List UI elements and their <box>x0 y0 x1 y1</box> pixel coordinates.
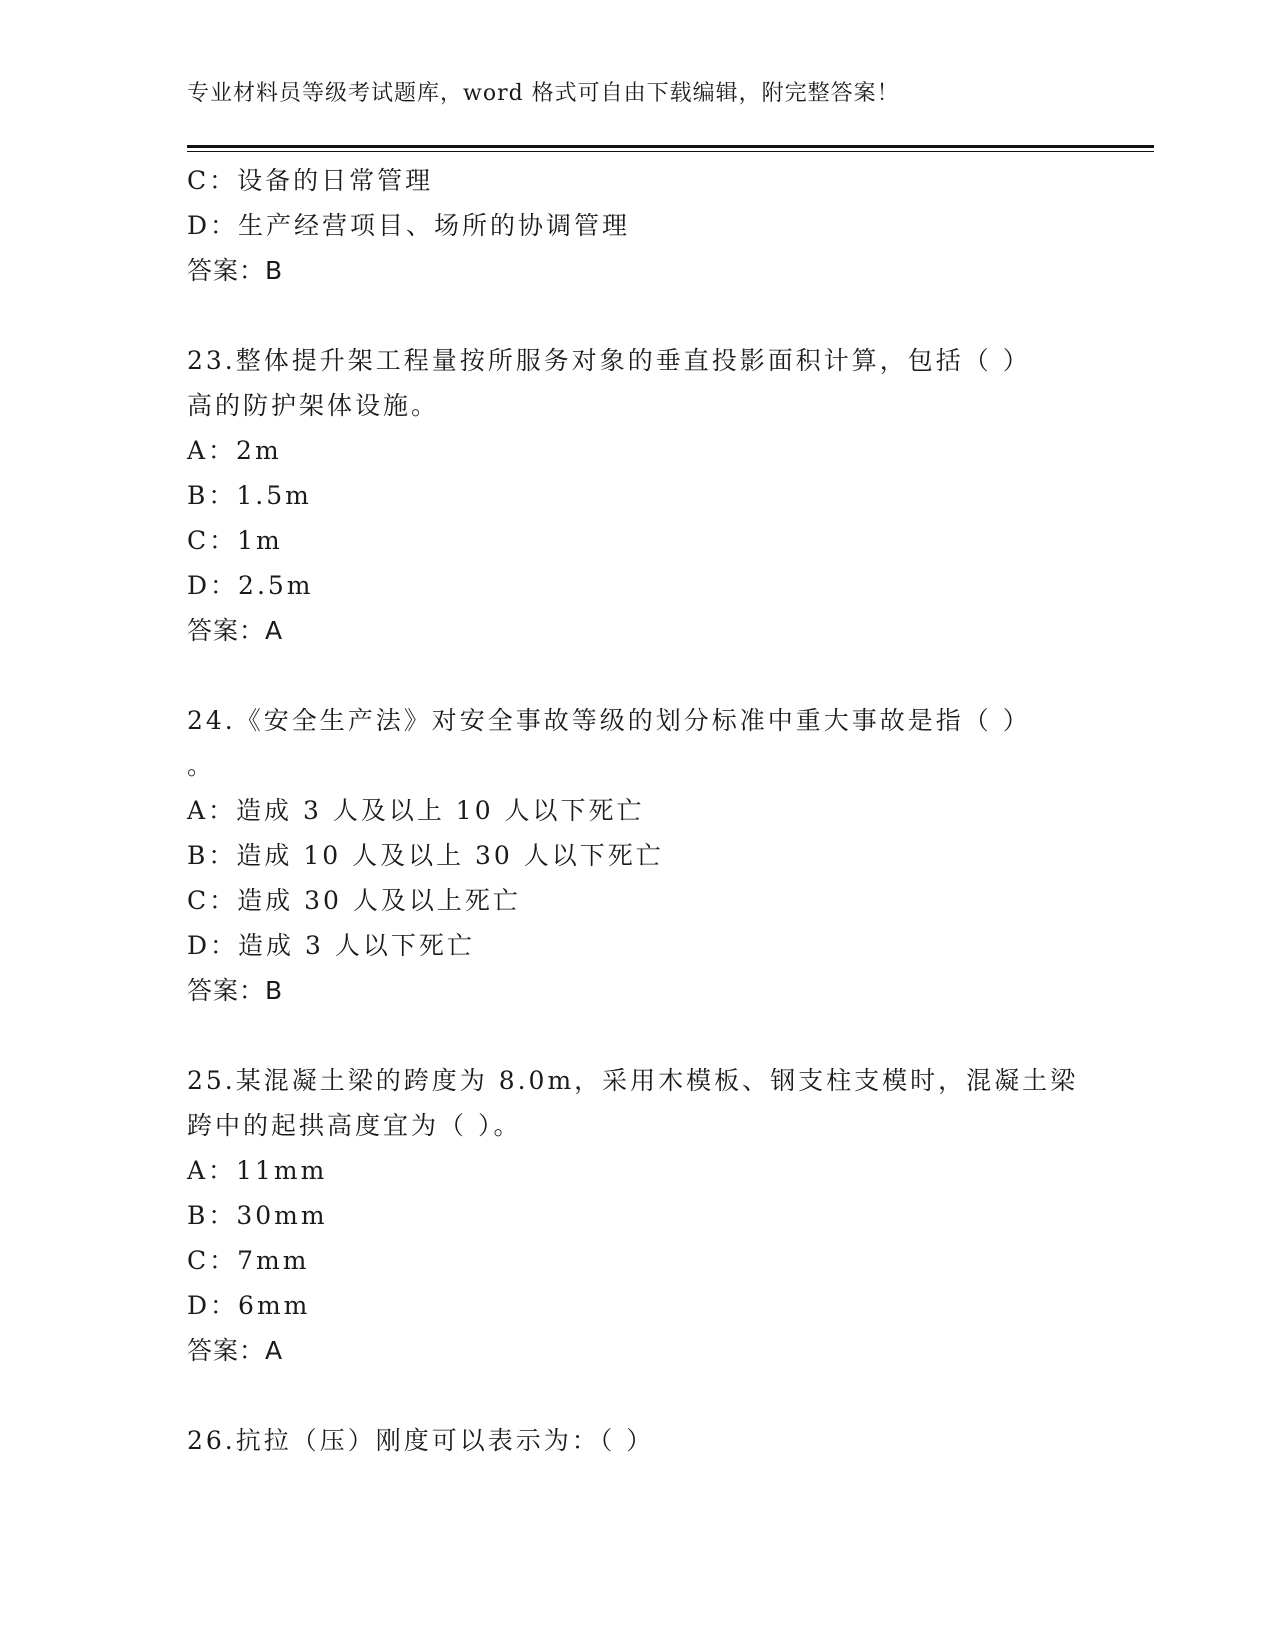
option-a: A：2m <box>187 436 282 465</box>
answer-line: 答案：A <box>187 1336 284 1365</box>
header-rule-thick <box>187 145 1154 148</box>
question-25 <box>187 1058 1087 1148</box>
spacer <box>187 293 1087 338</box>
option-d: D：造成 3 人以下死亡 <box>187 931 475 960</box>
question-text-line: 23.整体提升架工程量按所服务对象的垂直投影面积计算，包括（ ） <box>187 346 1031 375</box>
question-text-line: 25.某混凝土梁的跨度为 8.0m，采用木模板、钢支柱支模时，混凝土梁 <box>187 1066 1079 1095</box>
option-b: B：造成 10 人及以上 30 人以下死亡 <box>187 841 664 870</box>
option-a: A：11mm <box>187 1156 328 1185</box>
option-c: C：7mm <box>187 1246 310 1275</box>
option-c: C：设备的日常管理 <box>187 166 434 195</box>
document-content <box>187 158 1087 1463</box>
question-text-line: 。 <box>187 751 216 780</box>
header-rule-thin <box>187 151 1154 152</box>
question-23 <box>187 338 1087 428</box>
option-b: B：30mm <box>187 1201 328 1230</box>
question-24 <box>187 698 1087 788</box>
option-b: B：1.5m <box>187 481 312 510</box>
answer-line: 答案：A <box>187 616 284 645</box>
option-d: D：6mm <box>187 1291 311 1320</box>
question-text-line: 24.《安全生产法》对安全事故等级的划分标准中重大事故是指（ ） <box>187 706 1031 735</box>
option-a: A：造成 3 人及以上 10 人以下死亡 <box>187 796 645 825</box>
spacer <box>187 653 1087 698</box>
option-c: C：造成 30 人及以上死亡 <box>187 886 521 915</box>
answer-line: 答案：B <box>187 976 284 1005</box>
option-d: D：生产经营项目、场所的协调管理 <box>187 211 631 240</box>
option-c: C：1m <box>187 526 283 555</box>
spacer <box>187 1373 1087 1418</box>
page-header: 专业材料员等级考试题库，word 格式可自由下载编辑，附完整答案！ <box>187 81 900 106</box>
answer-line: 答案：B <box>187 256 284 285</box>
spacer <box>187 1013 1087 1058</box>
question-text-line: 高的防护架体设施。 <box>187 391 440 420</box>
question-text-line: 跨中的起拱高度宜为（ ）。 <box>187 1111 522 1140</box>
option-d: D：2.5m <box>187 571 314 600</box>
question-26 <box>187 1418 1087 1463</box>
question-text-line: 26.抗拉（压）刚度可以表示为：（ ） <box>187 1426 655 1455</box>
